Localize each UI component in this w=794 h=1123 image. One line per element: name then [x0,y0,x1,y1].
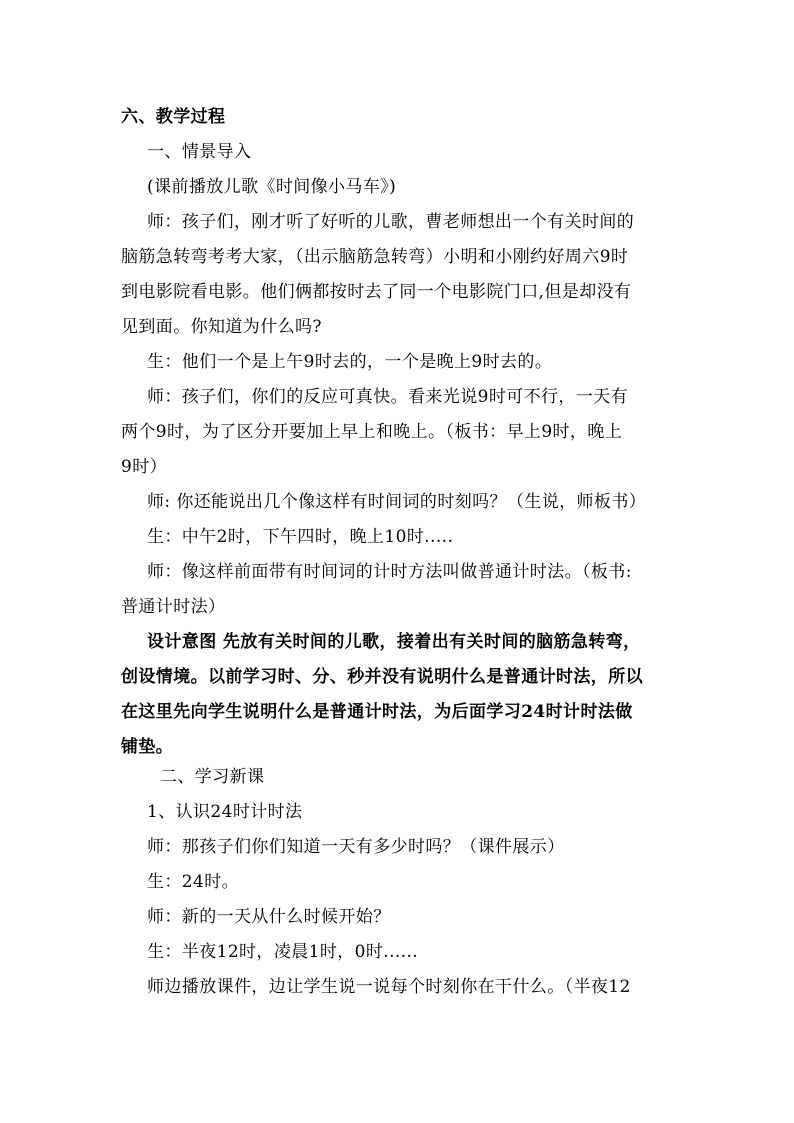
design-intent-line: 创设情境。以前学习时、分、秒并没有说明什么是普通计时法，所以 [121,667,643,687]
paragraph-line: 师：孩子们，刚才听了好听的儿歌，曹老师想出一个有关时间的 [147,212,635,232]
paragraph-line: 生：他们一个是上午9时去的，一个是晚上9时去的。 [147,352,553,372]
paragraph-line: 师：新的一天从什么时候开始？ [147,907,391,927]
design-intent-line: 在这里先向学生说明什么是普通计时法，为后面学习24时计时法做 [121,702,633,722]
subsection-heading: 一、情景导入 [147,142,252,162]
paragraph-line: 脑筋急转弯考考大家，（出示脑筋急转弯）小明和小刚约好周六9时 [121,247,629,267]
subsection-heading: 1、认识24时计时法 [147,802,303,822]
paragraph-line: 生：中午2时，下午四时，晚上10时..... [147,527,454,547]
paragraph-line: 9时） [121,457,168,477]
design-intent-line: 设计意图 先放有关时间的儿歌，接着出有关时间的脑筋急转弯， [147,632,641,652]
paragraph-line: 生：24时。 [147,872,240,892]
paragraph-line: 见到面。你知道为什么吗? [121,317,322,337]
paragraph-line: 师边播放课件，边让学生说一说每个时刻你在干什么。（半夜12 [147,977,631,997]
paragraph-line: 师：像这样前面带有时间词的计时方法叫做普通计时法。（板书: [147,562,632,582]
paragraph-line: 生：半夜12时，凌晨1时，0时...... [147,942,419,962]
paragraph-line: 师: 你还能说出几个像这样有时间词的时刻吗？（生说，师板书） [147,492,647,512]
paragraph-line: (课前播放儿歌《时间像小马车》) [147,177,397,197]
paragraph-line: 师：孩子们，你们的反应可真快。看来光说9时可不行，一天有 [147,387,629,407]
subsection-heading: 二、学习新课 [160,767,265,787]
paragraph-line: 到电影院看电影。他们俩都按时去了同一个电影院门口,但是却没有 [121,282,632,302]
design-intent-line: 铺垫。 [121,737,174,757]
section-heading: 六、教学过程 [121,107,226,127]
paragraph-line: 两个9时，为了区分开要加上早上和晚上。（板书：早上9时，晚上 [121,422,623,442]
paragraph-line: 普通计时法） [121,597,226,617]
paragraph-line: 师：那孩子们你们知道一天有多少时吗？（课件展示） [147,837,565,857]
